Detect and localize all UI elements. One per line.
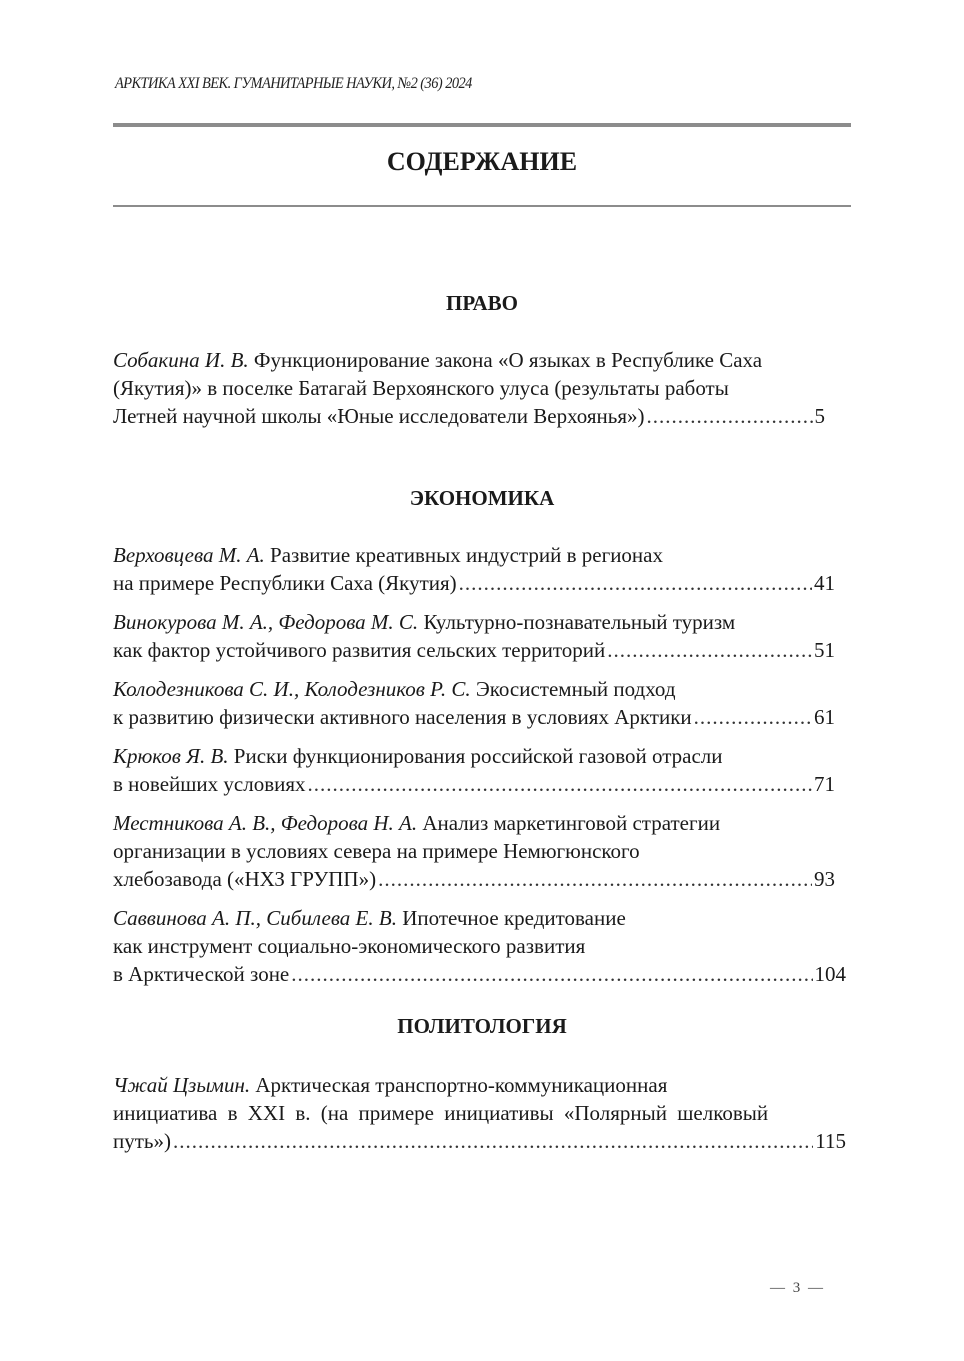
page-title: СОДЕРЖАНИЕ — [386, 147, 578, 176]
entry-page: 41 — [814, 571, 835, 595]
entry-author: Местникова А. В., Федорова Н. А. — [113, 811, 418, 835]
toc-entry[interactable] — [113, 675, 848, 731]
entry-title-line: к развитию физически активного населения в условиях Арктики — [113, 705, 692, 729]
entry-title-line: Летней научной школы «Юные исследователи Верхоянья») — [113, 404, 645, 428]
leader-dots — [607, 636, 812, 664]
entry-title-line: Анализ маркетинговой стратегии — [417, 811, 721, 835]
entry-title-line: на примере Республики Саха (Якутия) — [113, 571, 457, 595]
page-number: — 3 — — [770, 1280, 825, 1296]
leader-dots — [647, 402, 813, 430]
entry-title-line: хлебозавода («НХЗ ГРУПП») — [113, 867, 377, 891]
entry-author: Колодезникова С. И., Колодезников Р. С. — [113, 677, 471, 701]
entry-title-line: Культурно-познавательный туризм — [418, 610, 736, 634]
entry-title-line: в новейших условиях — [113, 772, 306, 796]
entry-author: Винокурова М. А., Федорова М. С. — [113, 610, 419, 634]
toc-entry[interactable] — [113, 541, 848, 597]
entry-title-line: Ипотечное кредитование — [396, 906, 626, 930]
entry-author: Собакина И. В. — [113, 348, 249, 372]
leader-dots — [173, 1127, 813, 1155]
entry-title-line: как инструмент социально-экономического развития — [113, 934, 586, 958]
leader-dots — [459, 569, 812, 597]
toc-entry[interactable] — [113, 1071, 848, 1155]
leader-dots — [291, 960, 812, 988]
entry-author: Чжай Цзымин. — [113, 1073, 251, 1097]
entry-title-line: Арктическая транспортно-коммуникационная — [250, 1073, 668, 1097]
toc-entry[interactable] — [113, 608, 848, 664]
header-rule — [113, 123, 851, 127]
leader-dots — [308, 770, 812, 798]
leader-dots — [378, 865, 812, 893]
entry-title-line: инициатива в XXI в. (на примере инициативы «Полярный шелковый — [113, 1101, 769, 1125]
entry-author: Крюков Я. В. — [113, 744, 229, 768]
title-rule — [113, 205, 851, 207]
section-heading-political-science: ПОЛИТОЛОГИЯ — [397, 1014, 567, 1038]
entry-title-line: Развитие креативных индустрий в регионах — [264, 543, 663, 567]
entry-title-line: Функционирование закона «О языках в Республике Саха — [248, 348, 763, 372]
entry-title-line: как фактор устойчивого развития сельских территорий — [113, 638, 606, 662]
entry-title-line: в Арктической зоне — [113, 962, 290, 986]
entry-page: 51 — [814, 638, 835, 662]
entry-author: Верховцева М. А. — [113, 543, 265, 567]
section-heading-economics: ЭКОНОМИКА — [409, 486, 555, 510]
entry-page: 115 — [815, 1129, 846, 1153]
entry-page: 93 — [814, 867, 835, 891]
entry-page: 5 — [814, 404, 825, 428]
entry-title-line: (Якутия)» в поселке Батагай Верхоянского улуса (результаты работы — [113, 376, 729, 400]
entry-author: Саввинова А. П., Сибилева Е. В. — [113, 906, 397, 930]
entry-title-line: Экосистемный подход — [470, 677, 676, 701]
entry-page: 104 — [814, 962, 846, 986]
toc-entry[interactable] — [113, 742, 848, 798]
toc-entry[interactable] — [113, 346, 848, 430]
entry-page: 61 — [814, 705, 835, 729]
entry-page: 71 — [814, 772, 835, 796]
toc-entry[interactable] — [113, 809, 848, 893]
entry-title-line: Риски функционирования российской газовой отрасли — [228, 744, 723, 768]
leader-dots — [694, 703, 812, 731]
section-heading-law: ПРАВО — [446, 291, 518, 315]
toc-entry[interactable] — [113, 904, 848, 988]
journal-header: АРКТИКА XXI ВЕК. ГУМАНИТАРНЫЕ НАУКИ, №2 (36) 2024 — [115, 75, 472, 92]
entry-title-line: организации в условиях севера на примере Немюгюнского — [113, 839, 640, 863]
entry-title-line: путь») — [113, 1129, 171, 1153]
